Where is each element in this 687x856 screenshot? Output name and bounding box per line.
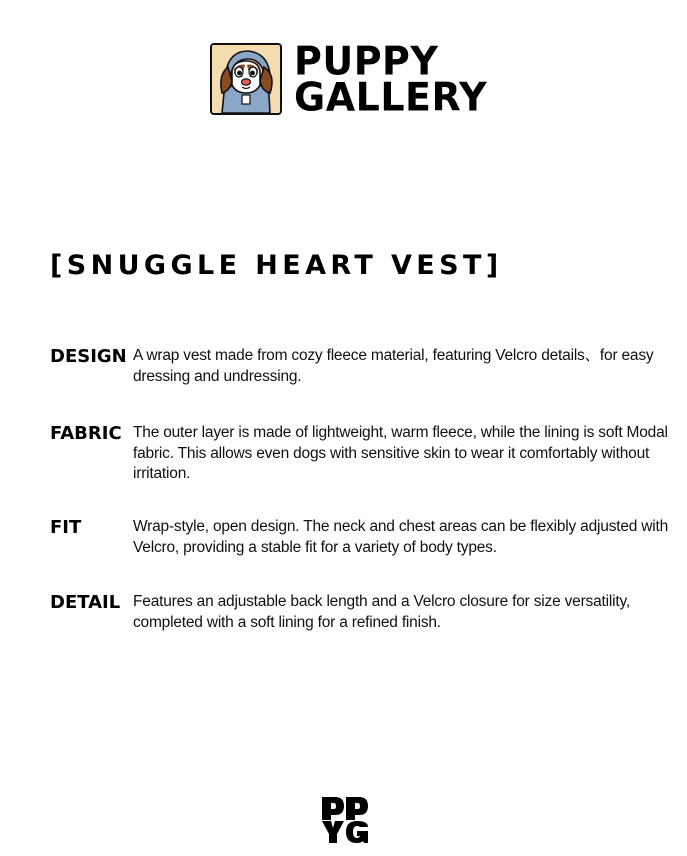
spec-label-detail: DETAIL — [50, 592, 121, 613]
spec-text-fabric: The outer layer is made of lightweight, warm fleece, while the lining is soft Modal fabric. This allows even dogs with sensitive skin to wear it comfortably without irritation. — [133, 424, 668, 482]
ppyg-monogram-icon — [321, 796, 369, 844]
spec-label-fit: FIT — [50, 517, 82, 538]
spec-label-design: DESIGN — [50, 346, 127, 367]
spec-detail — [50, 592, 673, 633]
puppy-mascot-icon — [210, 43, 282, 115]
product-title: [SNUGGLE HEART VEST] — [50, 250, 503, 281]
spec-fit — [50, 517, 673, 558]
spec-label-fabric: FABRIC — [50, 423, 122, 444]
brand-line-1: PUPPY — [294, 38, 439, 84]
brand-wordmark — [294, 38, 488, 120]
spec-fabric — [50, 423, 673, 485]
brand-line-2: GALLERY — [294, 74, 488, 120]
spec-design — [50, 346, 673, 387]
spec-text-detail: Features an adjustable back length and a Velcro closure for size versatility, completed with a soft lining for a refined finish. — [133, 593, 630, 631]
brand-logo — [210, 38, 488, 120]
spec-text-design: A wrap vest made from cozy fleece material, featuring Velcro details、for easy dressing and undressing. — [133, 347, 654, 385]
spec-text-fit: Wrap-style, open design. The neck and chest areas can be flexibly adjusted with Velcro, providing a stable fit for a variety of body types. — [133, 518, 669, 556]
